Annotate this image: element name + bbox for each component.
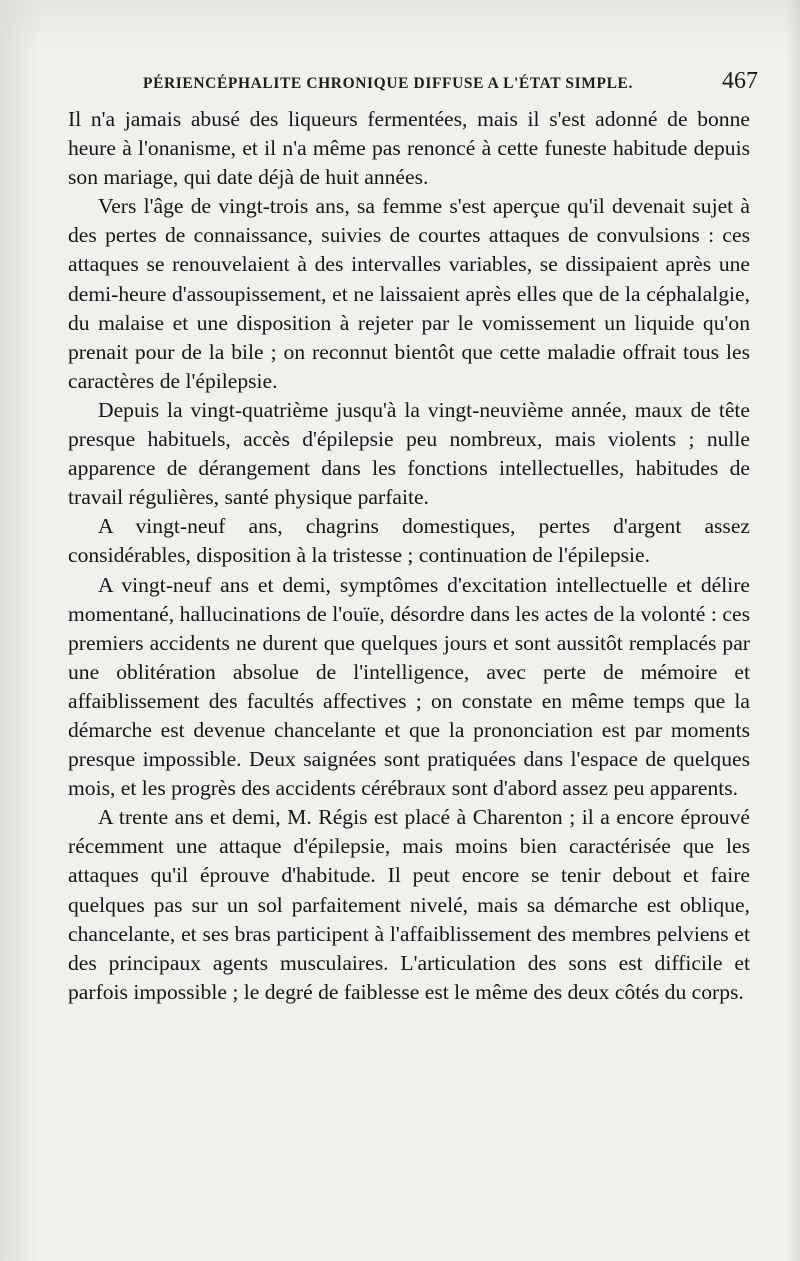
- paragraph: A vingt-neuf ans, chagrins domestiques, pertes d'argent assez considérables, disposition à la tristesse ; continuation de l'épilepsie.: [68, 514, 750, 568]
- running-title: PÉRIENCÉPHALITE CHRONIQUE DIFFUSE A L'ÉTAT SIMPLE.: [143, 75, 633, 92]
- paragraph: A vingt-neuf ans et demi, symptômes d'excitation intellectuelle et délire momentané, hallucinations de l'ouïe, désordre dans les actes de la volonté : ces premiers accidents ne durent que quelques jours et sont aussitôt remplacés par une oblitération absolue de l'intelligence, avec perte de mémoire et affaiblissement des facultés affectives ; on constate en même temps que la démarche est devenue chancelante et que la prononciation est par moments presque impossible. Deux saignées sont pratiquées dans l'espace de quelques mois, et les progrès des accidents cérébraux sont d'abord assez peu apparents.: [68, 572, 750, 801]
- paragraph: A trente ans et demi, M. Régis est placé à Charenton ; il a encore éprouvé récemment une attaque d'épilepsie, mais moins bien caractérisée que les attaques qu'il éprouve d'habitude. Il peut encore se tenir debout et faire quelques pas sur un sol parfaitement nivelé, mais sa démarche est oblique, chancelante, et ses bras participent à l'affaiblissement des membres pelviens et des principaux agents musculaires. L'articulation des sons est difficile et parfois impossible ; le degré de faiblesse est le même des deux côtés du corps.: [68, 805, 750, 1004]
- paragraph: Il n'a jamais abusé des liqueurs fermentées, mais il s'est adonné de bonne heure à l'onanisme, et il n'a même pas renoncé à cette funeste habitude depuis son mariage, qui date déjà de huit années.: [68, 107, 750, 190]
- body-text: [68, 105, 750, 1007]
- paragraph: Depuis la vingt-quatrième jusqu'à la vingt-neuvième année, maux de tête presque habituels, accès d'épilepsie peu nombreux, mais violents ; nulle apparence de dérangement dans les fonctions intellectuelles, habitudes de travail régulières, santé physique parfaite.: [68, 397, 750, 510]
- page-edge-shadow: [786, 0, 800, 1261]
- running-head: [143, 68, 758, 96]
- page-number: 467: [722, 68, 758, 94]
- paragraph: Vers l'âge de vingt-trois ans, sa femme s'est aperçue qu'il devenait sujet à des pertes de connaissance, suivies de courtes attaques de convulsions : ces attaques se renouvelaient à des intervalles variables, se dissipaient après une demi-heure d'assoupissement, et ne laissaient après elles que de la céphalalgie, du malaise et une disposition à rejeter par le vomissement un liquide qu'on prenait pour de la bile ; on reconnut bientôt que cette maladie offrait tous les caractères de l'épilepsie.: [68, 194, 750, 393]
